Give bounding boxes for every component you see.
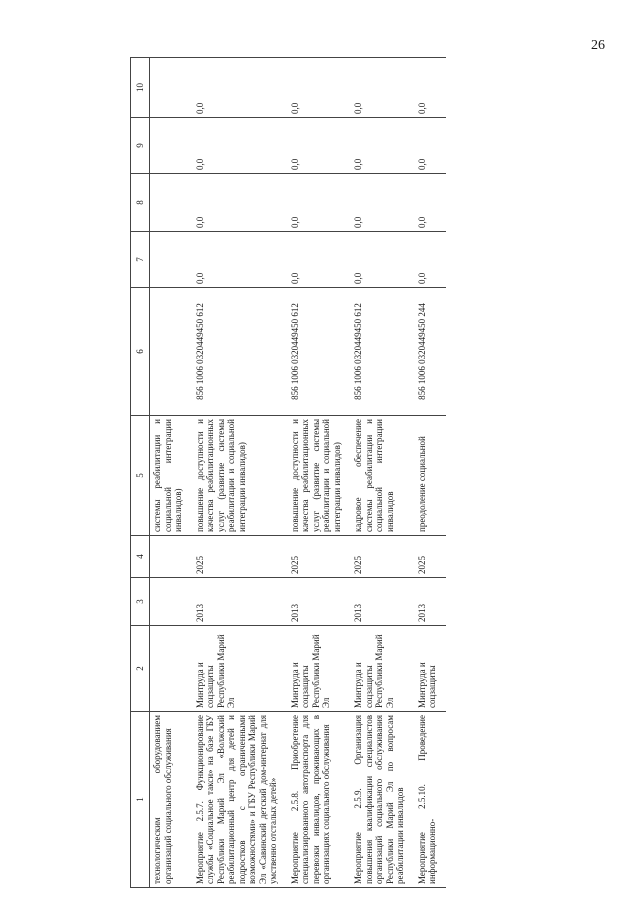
value-cell: 0,0 (350, 232, 414, 288)
value-cell: 0,0 (287, 174, 351, 232)
result-cell: повышение доступности и качества реабилитационных услуг (развитие системы реабилитации и социальной интеграции инвалидов) (287, 416, 351, 536)
column-number: 1 (131, 712, 150, 888)
executor-cell: Минтруда и соцзащиты Республики Марий Эл (287, 626, 351, 712)
table-row (414, 58, 446, 888)
column-number: 3 (131, 578, 150, 626)
value-cell: 0,0 (414, 118, 446, 174)
budget-code-cell: 856 1006 0320449450 244 (414, 288, 446, 416)
start-year-cell: 2013 (192, 578, 287, 626)
column-number: 10 (131, 58, 150, 118)
value-cell: 0,0 (287, 232, 351, 288)
measure-name-cell: Мероприятие 2.5.8. Приобретение специализированного автотранспорта для перевозки инвалидов, проживающих в организациях социального обслуживания (287, 712, 351, 888)
page-number: 26 (591, 38, 605, 53)
value-cell: 0,0 (192, 232, 287, 288)
value-cell: 0,0 (350, 58, 414, 118)
start-year-cell: 2013 (287, 578, 351, 626)
value-cell: 0,0 (414, 232, 446, 288)
measure-name-cell: Мероприятие 2.5.7. Функционирование службы «Социальное такси» на базе ГБУ Республики Марий Эл «Волжский реабилитационный центр для детей и подростков с ограниченными возможностями» и ГБУ Республики Марий Эл «Савинский детский дом-интернат для умственно отсталых детей» (192, 712, 287, 888)
value-cell: 0,0 (287, 118, 351, 174)
column-number: 2 (131, 626, 150, 712)
executor-cell: Минтруда и соцзащиты Республики Марий Эл (350, 626, 414, 712)
value-cell: 0,0 (350, 118, 414, 174)
value-cell (150, 58, 192, 118)
value-cell: 0,0 (414, 174, 446, 232)
value-cell (150, 174, 192, 232)
measure-name-cell: технологическим оборудованием организаций социального обслуживания (150, 712, 192, 888)
end-year-cell (150, 536, 192, 578)
value-cell (150, 118, 192, 174)
end-year-cell: 2025 (414, 536, 446, 578)
program-measures-table (130, 57, 446, 888)
value-cell (150, 232, 192, 288)
table-row (350, 58, 414, 888)
start-year-cell: 2013 (350, 578, 414, 626)
measure-name-cell: Мероприятие 2.5.9. Организация повышения квалификации специалистов организаций социального обслуживания Республики Марий Эл по вопросам реабилитации инвалидов (350, 712, 414, 888)
result-cell: системы реабилитации и социальной интеграции инвалидов) (150, 416, 192, 536)
budget-code-cell (150, 288, 192, 416)
budget-code-cell: 856 1006 0320449450 612 (192, 288, 287, 416)
value-cell: 0,0 (192, 58, 287, 118)
executor-cell (150, 626, 192, 712)
start-year-cell (150, 578, 192, 626)
result-cell: повышение доступности и качества реабилитационных услуг (развитие системы реабилитации и социальной интеграции инвалидов) (192, 416, 287, 536)
value-cell: 0,0 (192, 118, 287, 174)
value-cell: 0,0 (192, 174, 287, 232)
column-number: 7 (131, 232, 150, 288)
budget-code-cell: 856 1006 0320449450 612 (350, 288, 414, 416)
column-number: 8 (131, 174, 150, 232)
result-cell: кадровое обеспечение системы реабилитации и социальной интеграции инвалидов (350, 416, 414, 536)
column-number: 4 (131, 536, 150, 578)
measure-name-cell: Мероприятие 2.5.10. Проведение информационно- (414, 712, 446, 888)
value-cell: 0,0 (414, 58, 446, 118)
end-year-cell: 2025 (192, 536, 287, 578)
table-row (150, 58, 192, 888)
value-cell: 0,0 (350, 174, 414, 232)
budget-code-cell: 856 1006 0320449450 612 (287, 288, 351, 416)
rotated-table-sheet (130, 58, 615, 888)
value-cell: 0,0 (287, 58, 351, 118)
executor-cell: Минтруда и соцзащиты (414, 626, 446, 712)
start-year-cell: 2013 (414, 578, 446, 626)
table-row (287, 58, 351, 888)
column-number: 5 (131, 416, 150, 536)
end-year-cell: 2025 (350, 536, 414, 578)
table-row (192, 58, 287, 888)
column-number: 9 (131, 118, 150, 174)
executor-cell: Минтруда и соцзащиты Республики Марий Эл (192, 626, 287, 712)
column-number: 6 (131, 288, 150, 416)
end-year-cell: 2025 (287, 536, 351, 578)
column-number-row (131, 58, 150, 888)
result-cell: преодоление социальной (414, 416, 446, 536)
